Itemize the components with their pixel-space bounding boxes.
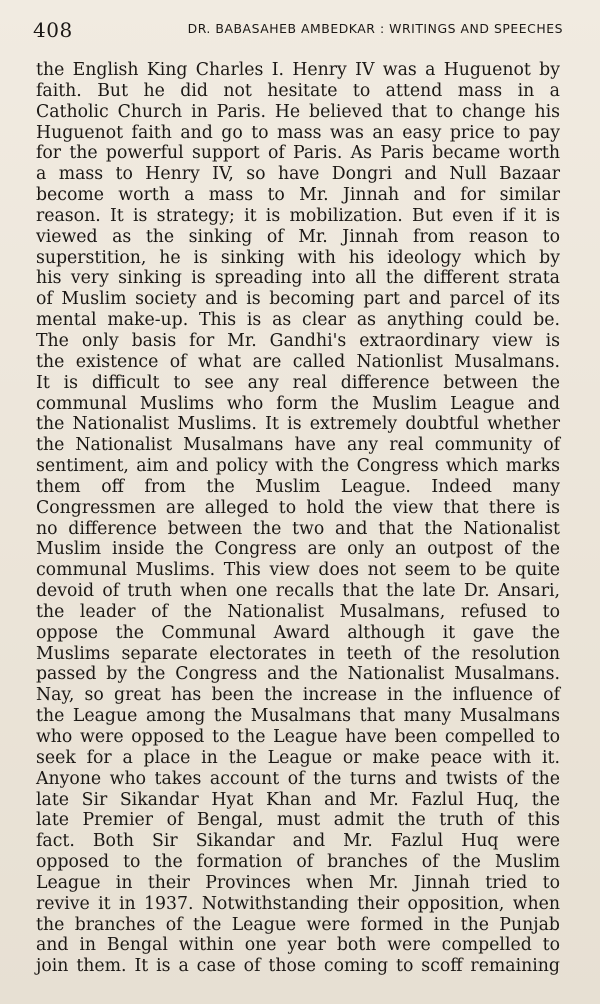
body-text <box>36 60 560 977</box>
text-line: devoid of truth when one recalls that the late Dr. Ansari, <box>36 581 560 602</box>
text-line: Catholic Church in Paris. He believed that to change his <box>36 101 560 122</box>
text-line: mental make-up. This is as clear as anything could be. <box>36 310 560 331</box>
text-line: for the powerful support of Paris. As Paris became worth <box>36 143 560 164</box>
text-line: opposed to the formation of branches of the Muslim <box>36 852 560 873</box>
text-line: become worth a mass to Mr. Jinnah and for similar <box>36 185 560 206</box>
text-line: Muslim inside the Congress are only an outpost of the <box>36 539 560 560</box>
text-line: superstition, he is sinking with his ideology which by <box>36 247 560 268</box>
text-line: revive it in 1937. Notwithstanding their opposition, when <box>36 893 560 914</box>
text-line: passed by the Congress and the Nationalist Musalmans. <box>36 664 560 685</box>
text-line: Congressmen are alleged to hold the view that there is <box>36 497 560 518</box>
text-line: of Muslim society and is becoming part and parcel of its <box>36 289 560 310</box>
text-line: communal Muslims. This view does not seem to be quite <box>36 560 560 581</box>
page-header <box>33 16 563 44</box>
text-line: them off from the Muslim League. Indeed many <box>36 476 560 497</box>
text-line: the existence of what are called Nationlist Musalmans. <box>36 351 560 372</box>
page-number: 408 <box>33 18 73 42</box>
text-line: the League among the Musalmans that many Musalmans <box>36 706 560 727</box>
text-line: and in Bengal within one year both were compelled to <box>36 935 560 956</box>
text-line: late Premier of Bengal, must admit the truth of this <box>36 810 560 831</box>
text-line: a mass to Henry IV, so have Dongri and Null Bazaar <box>36 164 560 185</box>
text-line: fact. Both Sir Sikandar and Mr. Fazlul Huq were <box>36 831 560 852</box>
text-line: reason. It is strategy; it is mobilization. But even if it is <box>36 205 560 226</box>
text-line: the leader of the Nationalist Musalmans, refused to <box>36 601 560 622</box>
text-line: League in their Provinces when Mr. Jinnah tried to <box>36 872 560 893</box>
text-line: the Nationalist Musalmans have any real community of <box>36 435 560 456</box>
text-line: Muslims separate electorates in teeth of the resolution <box>36 643 560 664</box>
text-line: his very sinking is spreading into all the different strata <box>36 268 560 289</box>
text-line: Anyone who takes account of the turns and twists of the <box>36 768 560 789</box>
text-line: Nay, so great has been the increase in the influence of <box>36 685 560 706</box>
text-line: the branches of the League were formed in the Punjab <box>36 914 560 935</box>
text-line: the English King Charles I. Henry IV was a Huguenot by <box>36 60 560 80</box>
text-line: viewed as the sinking of Mr. Jinnah from reason to <box>36 226 560 247</box>
text-line: faith. But he did not hesitate to attend mass in a <box>36 80 560 101</box>
text-line: no difference between the two and that the Nationalist <box>36 518 560 539</box>
text-line: sentiment, aim and policy with the Congress which marks <box>36 456 560 477</box>
text-line: It is difficult to see any real difference between the <box>36 372 560 393</box>
text-line: late Sir Sikandar Hyat Khan and Mr. Fazlul Huq, the <box>36 789 560 810</box>
text-line: the Nationalist Muslims. It is extremely doubtful whether <box>36 414 560 435</box>
text-line: The only basis for Mr. Gandhi's extraordinary view is <box>36 330 560 351</box>
text-line: communal Muslims who form the Muslim League and <box>36 393 560 414</box>
text-line: Huguenot faith and go to mass was an easy price to pay <box>36 122 560 143</box>
text-line: seek for a place in the League or make peace with it. <box>36 747 560 768</box>
text-line: who were opposed to the League have been compelled to <box>36 727 560 747</box>
text-line: join them. It is a case of those coming to scoff remaining <box>36 956 560 977</box>
text-line: oppose the Communal Award although it gave the <box>36 622 560 643</box>
running-head: DR. BABASAHEB AMBEDKAR : WRITINGS AND SPEECHES <box>187 21 563 36</box>
